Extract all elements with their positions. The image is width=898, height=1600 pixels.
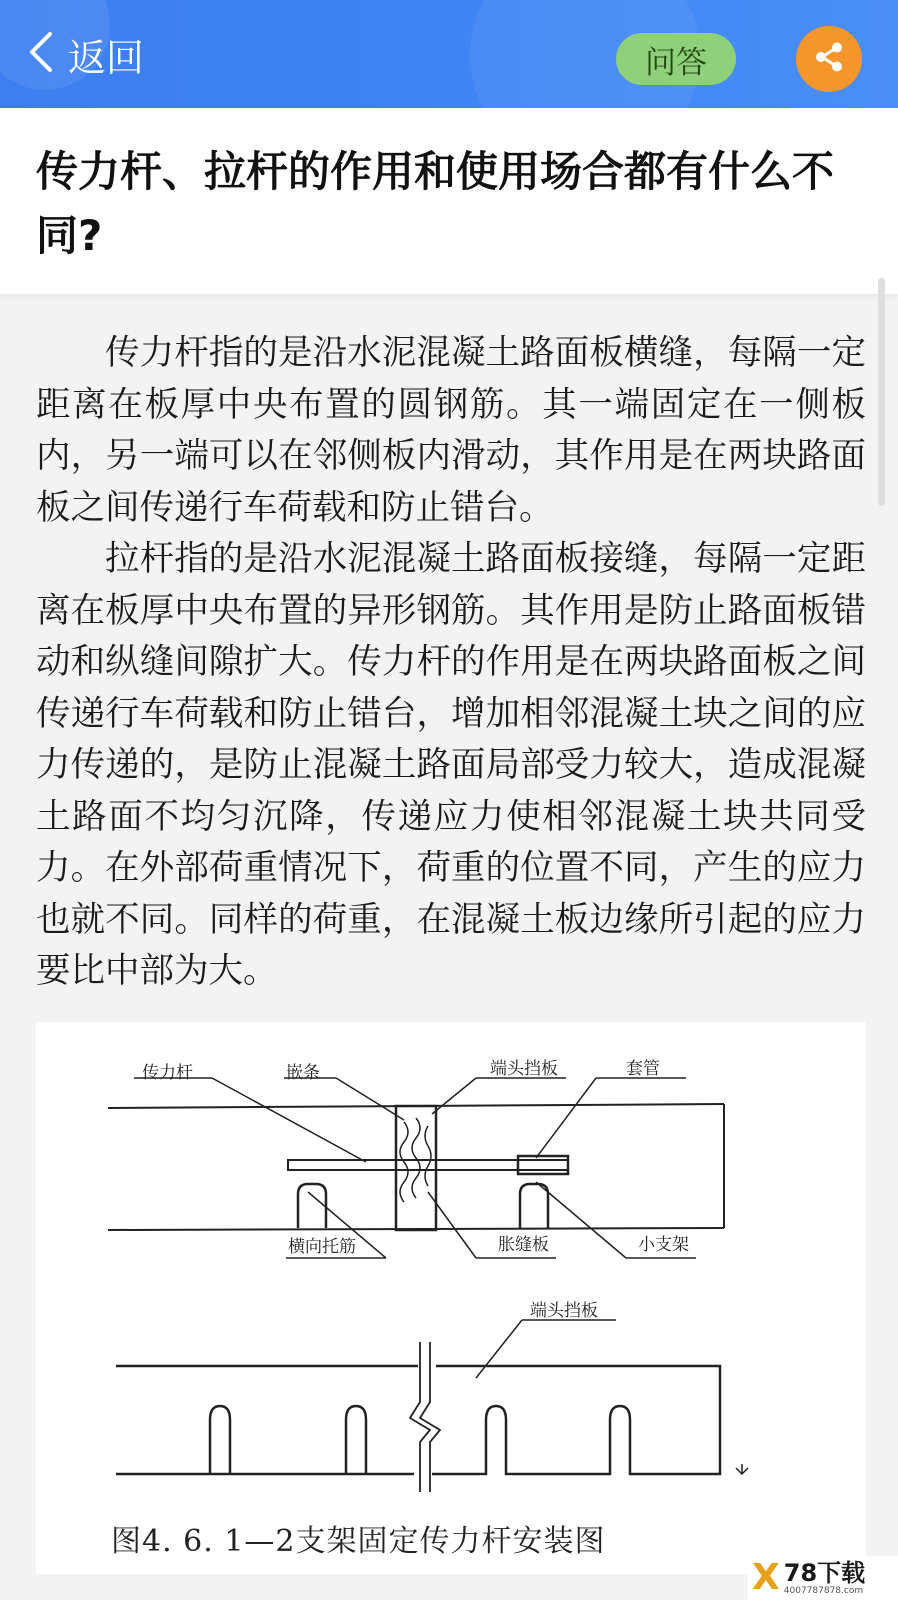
- site-watermark: [748, 1556, 898, 1600]
- back-button[interactable]: [26, 28, 144, 80]
- answer-paragraph: 传力杆指的是沿水泥混凝土路面板横缝，每隔一定距离在板厚中央布置的圆钢筋。其一端固定在一侧板内，另一端可以在邻侧板内滑动，其作用是在两块路面板之间传递行车荷载和防止错台。: [36, 333, 866, 528]
- share-icon: [811, 39, 847, 79]
- label-small-bracket: 小支架: [638, 1235, 689, 1255]
- label-strip: 嵌条: [286, 1063, 320, 1083]
- question-title: 传力杆、拉杆的作用和使用场合都有什么不同?: [36, 147, 835, 260]
- label-end-plate-bottom: 端头挡板: [530, 1301, 598, 1321]
- label-end-plate-top: 端头挡板: [490, 1059, 558, 1079]
- chevron-left-icon: [26, 30, 56, 78]
- watermark-logo-mark: X: [752, 1557, 780, 1598]
- top-navigation-bar: [0, 0, 898, 108]
- label-dowel: 传力杆: [142, 1063, 193, 1083]
- scrollbar[interactable]: [878, 278, 885, 506]
- qa-button[interactable]: 问答: [616, 33, 736, 85]
- watermark-title: 78下载: [783, 1558, 866, 1587]
- share-button[interactable]: [796, 26, 862, 92]
- dowel-installation-diagram: [36, 1022, 866, 1574]
- label-sleeve: 套管: [626, 1059, 660, 1079]
- diagram-figure: [36, 1022, 866, 1574]
- answer-content: [36, 328, 866, 998]
- answer-paragraph: 拉杆指的是沿水泥混凝土路面板接缝，每隔一定距离在板厚中央布置的异形钢筋。其作用是防止路面板错动和纵缝间隙扩大。传力杆的作用是在两块路面板之间传递行车荷载和防止错台，增加相邻混凝土块之间的应力传递的，是防止混凝土路面局部受力较大，造成混凝土路面不均匀沉降，传递应力使相邻混凝土块共同受力。在外部荷重情况下，荷重的位置不同，产生的应力也就不同。同样的荷重，在混凝土板边缘所引起的应力要比中部为大。: [36, 539, 866, 991]
- back-label: 返回: [68, 35, 145, 80]
- label-rebar-support: 横向托筋: [288, 1237, 356, 1257]
- question-card: [0, 108, 898, 294]
- label-joint-board: 胀缝板: [498, 1235, 549, 1255]
- watermark-url: 4007787878.com: [783, 1585, 864, 1596]
- figure-caption: 图4. 6. 1—2支架固定传力杆安装图: [111, 1524, 606, 1559]
